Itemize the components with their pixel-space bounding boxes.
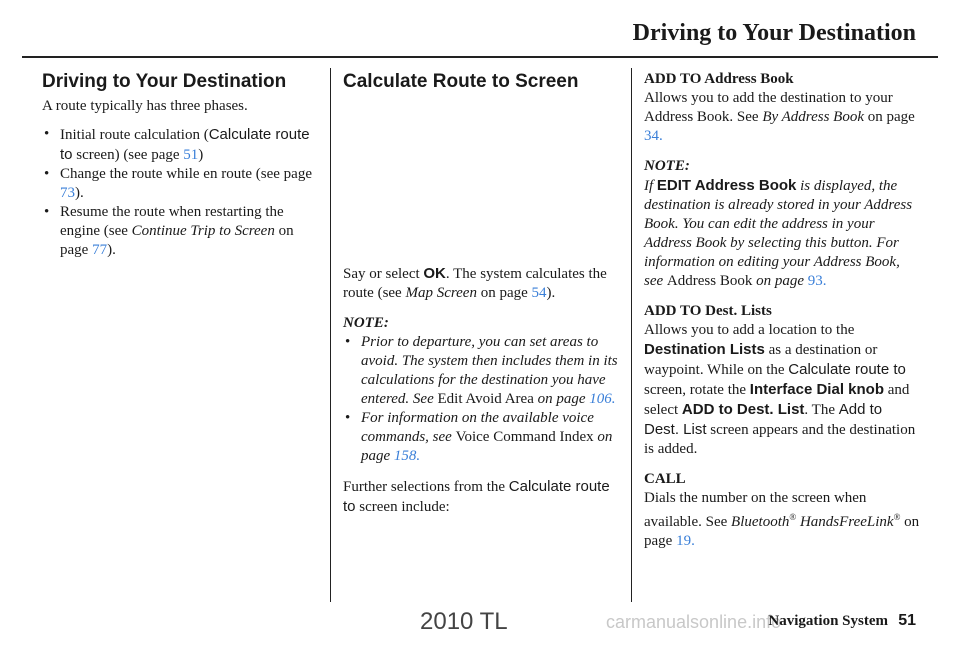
site-watermark: carmanualsonline.info <box>606 612 782 632</box>
page-link[interactable]: 34. <box>644 128 663 144</box>
paragraph: Say or select OK. The system calculates the route (see Map Screen on page 54). <box>343 265 607 301</box>
note-list <box>343 333 619 466</box>
page-link[interactable]: 51 <box>183 147 199 163</box>
list-item: • For information on the available voice commands, see Voice Command Index on page 158. <box>343 409 619 466</box>
column-3 <box>644 70 920 551</box>
page-link[interactable]: 54 <box>531 285 547 301</box>
paragraph: Allows you to add a location to the Destination Lists as a destination or waypoint. While on the Calculate route to screen, rotate the Interface Dial knob and select ADD to Dest. List. The Add to Dest. List screen appears and the destination is added. <box>644 322 916 457</box>
column-2 <box>343 70 619 517</box>
intro-text: A route typically has three phases. <box>42 98 248 114</box>
column-1 <box>42 70 322 260</box>
page-link[interactable]: 73 <box>60 185 75 201</box>
paragraph: Allows you to add the destination to your Address Book. See By Address Book on page 34. <box>644 90 915 144</box>
page-link[interactable]: 19. <box>676 533 695 549</box>
page-link[interactable]: 93. <box>807 273 827 289</box>
page-link[interactable]: 106. <box>589 391 616 407</box>
section-heading: Calculate Route to Screen <box>343 71 579 92</box>
header-rule <box>22 56 938 58</box>
list-item: • Resume the route when restarting the engine (see Continue Trip to Screen on page 77). <box>42 203 322 260</box>
paragraph: Dials the number on the screen when available. See Bluetooth® HandsFreeLink® on page 19. <box>644 490 920 549</box>
phase-list <box>42 125 322 260</box>
list-item: • Initial route calculation (Calculate route to screen) (see page 51) <box>42 125 322 165</box>
running-header-title: Driving to Your Destination <box>632 20 916 46</box>
page-number: 51 <box>898 612 916 629</box>
note-label: NOTE: <box>644 158 690 174</box>
screen-image-area <box>343 94 619 264</box>
page-link[interactable]: 77 <box>92 242 108 258</box>
paragraph: Further selections from the Calculate route to screen include: <box>343 478 610 515</box>
list-item: • Prior to departure, you can set areas to avoid. The system then includes them in its calculations for the destination you have entered. See Edit Avoid Area on page 106. <box>343 333 619 409</box>
note-label: NOTE: <box>343 315 389 331</box>
model-watermark: 2010 TL <box>420 608 508 635</box>
footer-label: Navigation System <box>768 613 888 629</box>
subsection-heading: CALL <box>644 471 686 487</box>
subsection-heading: ADD TO Address Book <box>644 71 794 87</box>
note-text: If EDIT Address Book is displayed, the destination is already stored in your Address Book. You can edit the address in your Address Book by selecting this button. For information on editing your Address Book, see Address Book on page 93. <box>644 177 913 289</box>
page-link[interactable]: 158. <box>393 448 421 464</box>
column-divider-1 <box>330 68 331 602</box>
column-divider-2 <box>631 68 632 602</box>
list-item: • Change the route while en route (see page 73). <box>42 165 322 203</box>
subsection-heading: ADD TO Dest. Lists <box>644 303 772 319</box>
section-heading: Driving to Your Destination <box>42 71 287 92</box>
